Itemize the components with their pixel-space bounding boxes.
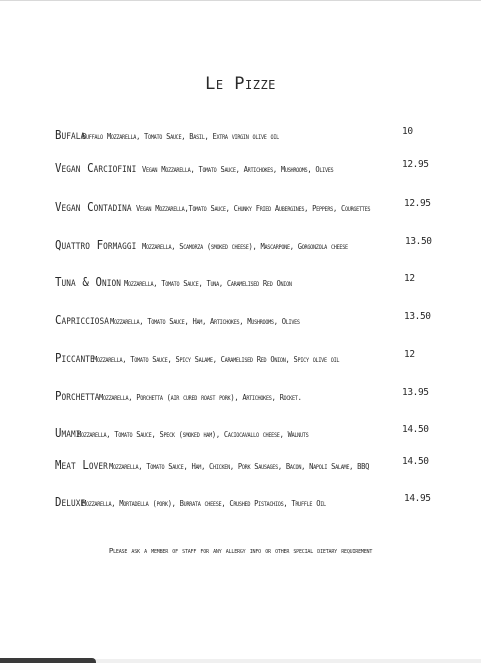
menu-item-tuna-onion — [55, 271, 427, 290]
menu-item-vegan-contadina — [55, 196, 431, 215]
menu-item-price: 14.50 — [402, 456, 429, 467]
menu-item-price: 10 — [402, 126, 413, 137]
menu-item-umami — [55, 422, 427, 441]
menu-item-capricciosa — [55, 309, 431, 328]
menu-item-description: Mozzarella, Tomato Sauce, Ham, Artichokes, Mushrooms, Olives — [109, 316, 300, 326]
menu-item-description: Vegan Mozzarella, Tomato Sauce, Artichokes, Mushrooms, Olives — [141, 164, 333, 174]
menu-item-name: Quattro Formaggi — [55, 237, 137, 252]
menu-item-price: 12.95 — [402, 159, 429, 170]
menu-item-name: Tuna & Onion — [55, 274, 122, 289]
menu-item-description: Vegan Mozzarella,Tomato Sauce, Chunky Fried Aubergines, Peppers, Courgettes — [136, 203, 371, 213]
menu-item-vegan-carciofini — [55, 157, 427, 176]
page-title: Le Pizze — [205, 74, 276, 94]
menu-item-name: Capricciosa — [55, 312, 110, 327]
menu-item-name: Porchetta — [55, 388, 100, 403]
menu-item-deluxe — [55, 491, 431, 510]
menu-item-bufala — [55, 124, 427, 143]
menu-item-price: 12 — [404, 273, 415, 284]
menu-item-price: 14.50 — [402, 424, 429, 435]
menu-item-porchetta — [55, 385, 427, 404]
menu-item-name: Deluxe — [55, 494, 86, 509]
menu-item-description: Mozzarella, Tomato Sauce, Speck (smoked ham), Caciocavallo cheese, Walnuts — [76, 429, 309, 439]
menu-item-meat-lover — [55, 454, 427, 473]
menu-item-price: 14.95 — [404, 493, 431, 504]
bottom-scroll-indicator — [0, 658, 96, 663]
menu-item-price: 13.50 — [404, 311, 431, 322]
menu-item-description: Mozzarella, Tomato Sauce, Tuna, Caramelised Red Onion — [123, 278, 292, 288]
allergy-footnote: Please ask a member of staff for any allergy info or other special dietary requirement — [108, 546, 373, 555]
menu-item-description: Mozzarella, Scamorza (smoked cheese), Mascarpone, Gorgonzola cheese — [141, 241, 348, 251]
menu-item-quattro-formaggi — [55, 234, 432, 253]
menu-item-price: 13.95 — [402, 387, 429, 398]
top-divider — [0, 0, 481, 1]
menu-item-name: Umami — [55, 425, 81, 440]
menu-item-description: Mozzarella, Porchetta (air cured roast pork), Artichokes, Rocket. — [98, 392, 302, 402]
menu-item-price: 12 — [404, 349, 415, 360]
menu-item-description: Mozzarella, Mortadella (pork), Burrata cheese, Crushed Pistachios, Truffle Oil — [82, 498, 327, 508]
menu-item-description: Buffalo Mozzarella, Tomato Sauce, Basil, Extra virgin olive oil — [82, 131, 280, 141]
menu-item-name: Piccante — [55, 350, 95, 365]
menu-item-price: 13.50 — [405, 236, 432, 247]
menu-item-name: Meat Lover — [55, 457, 108, 472]
menu-item-name: Bufala — [55, 127, 86, 142]
menu-item-description: Mozzarella, Tomato Sauce, Ham, Chicken, Pork Sausages, Bacon, Napoli Salame, BBQ — [108, 461, 369, 471]
menu-item-name: Vegan Contadina — [55, 199, 132, 214]
menu-item-price: 12.95 — [404, 198, 431, 209]
menu-item-description: Mozzarella, Tomato Sauce, Spicy Salame, Caramelised Red Onion, Spicy olive oil — [93, 354, 340, 364]
menu-item-name: Vegan Carciofini — [55, 160, 137, 175]
menu-item-piccante — [55, 347, 427, 366]
